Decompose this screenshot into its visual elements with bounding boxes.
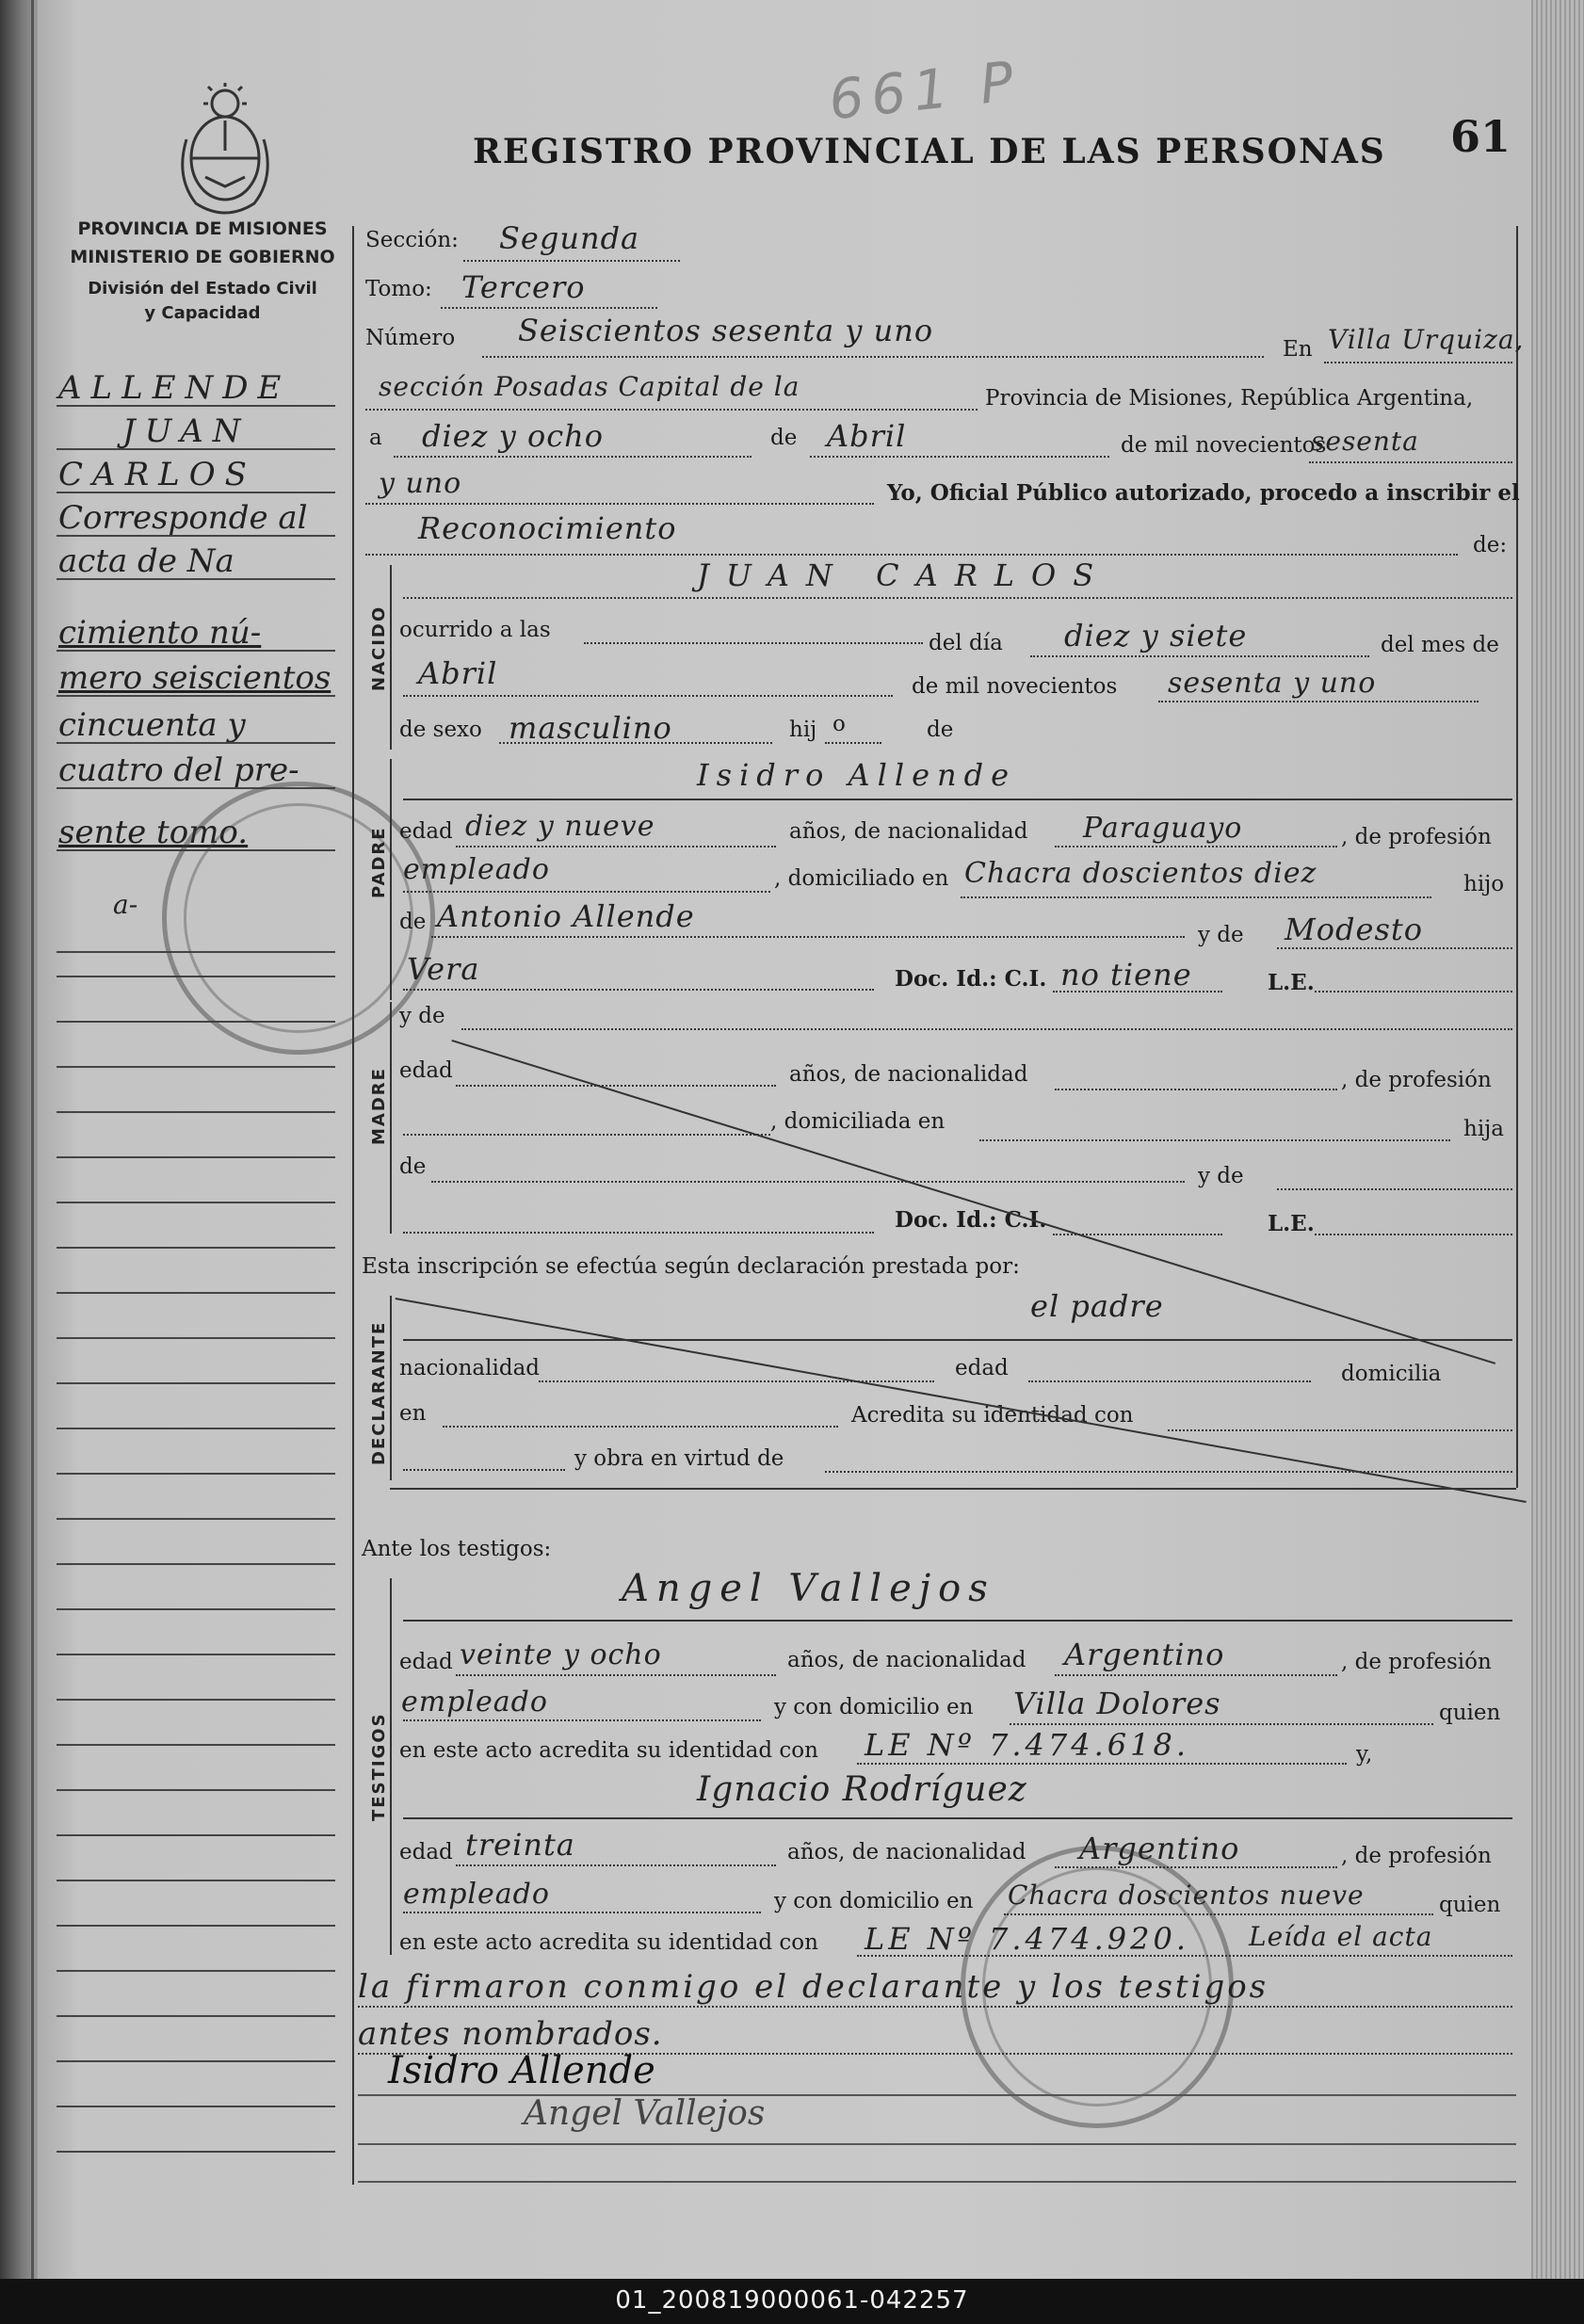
t1-profesion-label: , de profesión [1341, 1650, 1492, 1674]
field-line [1309, 461, 1512, 463]
org-capacity: y Capacidad [144, 303, 261, 323]
declarante-acredita-label: Acredita su identidad con [851, 1403, 1134, 1428]
sexo-value: masculino [509, 710, 672, 746]
field-line [456, 846, 776, 847]
margin-rule [57, 1563, 335, 1565]
field-line [482, 356, 1264, 358]
margin-rule [57, 2151, 335, 2153]
tomo-label: Tomo: [365, 277, 432, 301]
madre-domiciliada-label: , domiciliada en [770, 1109, 946, 1134]
closing-line1: Leída el acta [1249, 1921, 1433, 1952]
field-line [403, 1620, 1512, 1622]
declarante-obra-label: y obra en virtud de [574, 1446, 784, 1471]
margin-note-line: mero seiscientos [58, 659, 331, 697]
field-line [1324, 362, 1512, 363]
t1-y-label: y, [1356, 1742, 1373, 1767]
closing-line2: la firmaron conmigo el declarante y los testigos [358, 1968, 1269, 2006]
margin-rule [57, 448, 335, 450]
t2-profesion-label: , de profesión [1341, 1844, 1492, 1868]
nacido-anio-value: sesenta y uno [1168, 667, 1377, 700]
field-line [403, 989, 874, 991]
madre-y-de2-label: y de [1198, 1164, 1244, 1188]
madre-profesion-label: , de profesión [1341, 1068, 1492, 1092]
sexo-label: de sexo [399, 718, 482, 742]
padre-anios-label: años, de nacionalidad [789, 819, 1028, 844]
field-line [1315, 991, 1512, 993]
seccion-label: Sección: [365, 228, 459, 252]
field-line [365, 409, 978, 411]
official-seal-stamp [162, 782, 435, 1055]
margin-surname: ALLENDE [58, 369, 291, 407]
a-label: a [369, 426, 382, 450]
testigo2-profesion: empleado [403, 1878, 550, 1911]
numero-value: Seiscientos sesenta y uno [518, 313, 934, 348]
stamped-number: 661 P [826, 48, 1025, 133]
de-colon-label: de: [1473, 533, 1508, 557]
field-line [403, 1719, 761, 1721]
margin-rule [57, 1654, 335, 1655]
field-line [584, 642, 923, 644]
numero-label: Número [365, 326, 456, 350]
field-line [358, 2006, 1512, 2008]
t2-anios-label: años, de nacionalidad [787, 1840, 1026, 1864]
field-line [1315, 1234, 1512, 1235]
field-line [825, 1471, 1512, 1473]
testigo1-doc: LE Nº 7.474.618. [865, 1727, 1190, 1763]
margin-rule [57, 1834, 335, 1836]
margin-rule [57, 742, 335, 744]
margin-rule [57, 1518, 335, 1520]
margin-rule [57, 535, 335, 537]
org-province: PROVINCIA DE MISIONES [77, 218, 328, 239]
margin-rule [57, 1337, 335, 1339]
declarante-en-label: en [399, 1401, 427, 1426]
mil-label: de mil novecientos [1121, 433, 1327, 458]
folio-number: 61 [1450, 111, 1511, 162]
margin-rule [57, 578, 335, 580]
field-line [539, 1380, 934, 1382]
nacido-mil-label: de mil novecientos [912, 674, 1118, 699]
field-line [1004, 1913, 1433, 1915]
section-label-padre: PADRE [369, 826, 389, 898]
section-bracket [390, 565, 392, 750]
padre-le-label: L.E. [1268, 970, 1315, 995]
margin-rule [57, 1925, 335, 1927]
margin-rule [57, 1744, 335, 1746]
margin-name1: JUAN [122, 412, 251, 450]
testigo1-profesion: empleado [401, 1686, 548, 1719]
testigo1-nacionalidad: Argentino [1064, 1637, 1225, 1672]
field-line [456, 1085, 776, 1087]
margin-rule [57, 1428, 335, 1429]
acto-value: Reconocimiento [418, 510, 677, 546]
field-line [403, 1912, 761, 1913]
madre-y-de-label: y de [399, 1004, 445, 1028]
field-line [463, 260, 680, 262]
nacido-mes-value: Abril [418, 655, 498, 691]
margin-rule [57, 1202, 335, 1203]
signature-line [358, 2143, 1516, 2145]
field-line [1055, 1866, 1337, 1868]
field-line [1168, 1429, 1512, 1431]
field-line [1277, 1188, 1512, 1190]
anio-value: sesenta [1311, 426, 1419, 457]
field-line [403, 597, 1512, 599]
madre-anios-label: años, de nacionalidad [789, 1062, 1028, 1087]
field-line [403, 891, 770, 893]
margin-rule [57, 1970, 335, 1972]
margin-rule [57, 492, 335, 493]
testigo1-nombre: Angel Vallejos [622, 1567, 995, 1610]
section-bracket [390, 1002, 392, 1234]
testigo2-domicilio: Chacra doscientos nueve [1008, 1880, 1365, 1911]
abuelo-value: Antonio Allende [437, 898, 695, 934]
field-line [1055, 846, 1337, 847]
margin-note-line: sente tomo. [58, 814, 249, 851]
field-line [403, 1232, 874, 1234]
field-line [1053, 991, 1222, 993]
hijo-label: hij [789, 718, 817, 742]
testigo2-edad: treinta [465, 1827, 575, 1863]
field-line [403, 695, 893, 697]
field-line [403, 1469, 565, 1471]
ocurrido-label: ocurrido a las [399, 618, 551, 642]
scan-filename: 01_200819000061-042257 [615, 2286, 969, 2315]
field-line [1055, 1674, 1337, 1676]
padre-domicilio-value: Chacra doscientos diez [964, 857, 1317, 890]
padre-edad-label: edad [399, 819, 453, 844]
padre-profesion-label: , de profesión [1341, 825, 1492, 849]
margin-rule [57, 2060, 335, 2062]
declarante-nacionalidad-label: nacionalidad [399, 1356, 541, 1380]
margin-rule [57, 2015, 335, 2017]
field-line [403, 1817, 1512, 1819]
section-bracket [390, 1296, 392, 1480]
field-line [456, 1674, 776, 1676]
margin-rule [57, 1111, 335, 1113]
field-line [431, 1181, 1185, 1183]
padre-nombre-value: Isidro Allende [697, 757, 1017, 793]
org-ministry: MINISTERIO DE GOBIERNO [70, 247, 335, 267]
margin-rule [57, 1247, 335, 1249]
madre-de-label: de [399, 1154, 427, 1179]
padre-de-label: de [399, 910, 427, 934]
abuela-value: Modesto [1285, 912, 1423, 947]
field-line [431, 936, 1185, 938]
coat-of-arms-icon [168, 83, 283, 222]
margin-note-line: Corresponde al [58, 499, 308, 537]
seccion-value: Segunda [499, 220, 640, 256]
oficial-label: Yo, Oficial Público autorizado, procedo a inscribir el [887, 480, 1520, 506]
testigo2-nacionalidad: Argentino [1079, 1831, 1240, 1866]
margin-rule [57, 2106, 335, 2107]
margin-rule [57, 695, 335, 697]
padre-edad-value: diez y nueve [465, 810, 655, 843]
field-line [403, 1339, 1512, 1341]
en-value: Villa Urquiza, [1328, 324, 1525, 355]
provincia-label: Provincia de Misiones, República Argentina, [985, 386, 1474, 411]
del-dia-label: del día [929, 631, 1003, 655]
margin-rule [57, 1608, 335, 1610]
margin-note-line: cimiento nú- [58, 614, 262, 652]
field-line [857, 1955, 1512, 1957]
t2-acredita-label: en este acto acredita su identidad con [399, 1930, 818, 1955]
section-label-madre: MADRE [369, 1067, 389, 1145]
field-line [979, 1139, 1450, 1141]
book-binding [0, 0, 38, 2279]
padre-profesion-value: empleado [403, 853, 550, 886]
t2-domicilio-label: y con domicilio en [774, 1889, 974, 1913]
madre-hija-label: hija [1463, 1117, 1505, 1141]
field-line [1010, 1723, 1433, 1725]
page-title: REGISTRO PROVINCIAL DE LAS PERSONAS [473, 132, 1386, 171]
del-mes-label: del mes de [1381, 633, 1499, 657]
testigos-intro-label: Ante los testigos: [362, 1537, 552, 1561]
page-stack-edge [1531, 0, 1584, 2279]
declarante-domicilia-label: domicilia [1341, 1362, 1442, 1386]
field-line [499, 742, 772, 744]
field-line [403, 1134, 770, 1136]
margin-rule [57, 1382, 335, 1384]
field-line [810, 456, 1109, 458]
nacido-nombre-value: JUAN CARLOS [697, 557, 1111, 593]
section-label-declarante: DECLARANTE [369, 1320, 389, 1465]
t2-quien-label: quien [1439, 1893, 1501, 1917]
field-line [456, 1864, 776, 1866]
margin-note-line: cuatro del pre- [58, 751, 299, 789]
t1-edad-label: edad [399, 1650, 453, 1674]
org-division: División del Estado Civil [88, 279, 317, 299]
field-line [365, 554, 1458, 556]
main-left-border [352, 226, 354, 2185]
field-line [1158, 701, 1479, 702]
field-line [961, 896, 1431, 898]
margin-rule [57, 405, 335, 407]
field-line [825, 742, 881, 744]
de-label: de [770, 426, 798, 450]
lugar-value: sección Posadas Capital de la [379, 371, 800, 402]
section-bracket [390, 759, 392, 1000]
signature-line [358, 2181, 1516, 2183]
margin-rule [57, 1789, 335, 1791]
field-line [443, 1426, 838, 1428]
field-line [403, 799, 1512, 800]
margin-note-line: a- [113, 889, 138, 920]
section-divider [390, 1488, 1516, 1490]
tomo-value: Tercero [461, 269, 586, 305]
en-label: En [1283, 337, 1313, 362]
section-label-nacido: NACIDO [369, 605, 389, 691]
madre-docid-label: Doc. Id.: C.I. [895, 1207, 1047, 1233]
field-line [461, 1028, 1512, 1030]
signature-testigo: Angel Vallejos [524, 2094, 766, 2133]
padre-docid-label: Doc. Id.: C.I. [895, 966, 1047, 992]
testigo1-edad: veinte y ocho [460, 1638, 662, 1671]
padre-docid-value: no tiene [1060, 957, 1192, 993]
margin-name2: CARLOS [58, 456, 256, 493]
dia-value: diez y ocho [422, 418, 604, 454]
nacido-de-label: de [927, 718, 954, 742]
field-line [365, 503, 874, 505]
t1-acredita-label: en este acto acredita su identidad con [399, 1738, 818, 1763]
section-bracket [390, 1578, 392, 1955]
margin-rule [57, 650, 335, 652]
padre-hijo-label: hijo [1463, 872, 1505, 896]
t1-quien-label: quien [1439, 1701, 1501, 1725]
signature-line [358, 2094, 1516, 2096]
signature-declarante: Isidro Allende [388, 2049, 655, 2092]
abuela-value-cont: Vera [407, 951, 480, 987]
section-label-testigos: TESTIGOS [369, 1712, 389, 1821]
mes-value: Abril [827, 418, 907, 454]
t2-edad-label: edad [399, 1840, 453, 1864]
hijo-suffix: o [832, 712, 846, 736]
field-line [1055, 1089, 1337, 1090]
padre-nacionalidad-value: Paraguayo [1083, 812, 1243, 845]
field-line [1030, 655, 1369, 657]
margin-rule [57, 1292, 335, 1294]
declarante-intro-label: Esta inscripción se efectúa según declaración prestada por: [362, 1254, 1020, 1279]
testigo2-nombre: Ignacio Rodríguez [697, 1770, 1027, 1809]
t1-anios-label: años, de nacionalidad [787, 1648, 1026, 1672]
margin-note-line: cincuenta y [58, 706, 246, 744]
margin-rule [57, 1066, 335, 1068]
margin-rule [57, 1699, 335, 1701]
madre-le-label: L.E. [1268, 1211, 1315, 1236]
closing-line3: antes nombrados. [358, 2015, 663, 2053]
declarante-edad-label: edad [955, 1356, 1009, 1380]
anio-value-cont: y uno [379, 467, 462, 500]
testigo1-domicilio: Villa Dolores [1013, 1686, 1221, 1721]
field-line [394, 456, 752, 458]
margin-rule [57, 1880, 335, 1881]
padre-domiciliado-label: , domiciliado en [774, 866, 949, 891]
padre-y-de-label: y de [1198, 923, 1244, 947]
field-line [857, 1763, 1347, 1765]
field-line [1277, 947, 1512, 949]
declarante-value: el padre [1030, 1288, 1164, 1324]
margin-rule [57, 1156, 335, 1158]
main-right-border [1516, 226, 1518, 1488]
field-line [441, 307, 657, 309]
t1-domicilio-label: y con domicilio en [774, 1695, 974, 1719]
field-line [1028, 1380, 1311, 1382]
margin-rule [57, 1473, 335, 1475]
margin-note-line: acta de Na [58, 542, 234, 580]
testigo2-doc: LE Nº 7.474.920. [865, 1921, 1190, 1957]
madre-edad-label: edad [399, 1058, 453, 1083]
nacido-dia-value: diez y siete [1064, 618, 1248, 654]
